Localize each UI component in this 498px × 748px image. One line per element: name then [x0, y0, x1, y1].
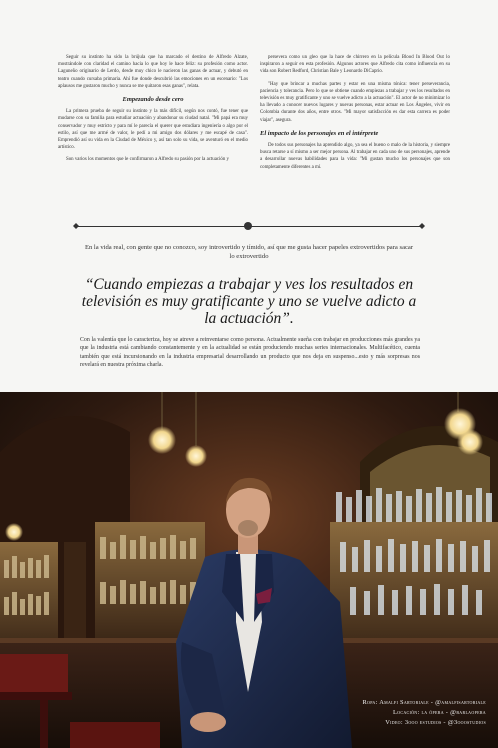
left-paragraph-2: La primera prueba de seguir su instinto y la más difícil, según nos contó, fue tener que mudarse con su familia para estudiar actuación y abandonar su ciudad natal. "Mi papá era muy conservador y muy estricto y para mí le parecía el querer que estudiara ingeniería o algo por el estilo, así que me armé de valor, le pedí a mi amigo dos dólares y me escapé de casa". Emprendió así su vida en la Ciudad de México y, así tan solo su vida, se aventuró en el medio artístico. [58, 109, 248, 151]
left-subhead: Empezando desde cero [122, 96, 184, 104]
left-paragraph-3: Son varios los momentos que le confirmaron a Alfredo su pasión por la actuación y [66, 157, 229, 163]
left-paragraph-1: Seguir su instinto ha sido la brújula que ha marcado el destino de Alfredo Alzate, mostrándole con claridad el camino hacia lo que hoy le hace feliz: su profesión como actor. Laguneño originario de Lerdo, desde muy chico le nacieron las ganas de actuar, y debutó en teatro cuando cursaba primaria. Ahí fue donde descubrió las emociones en un escenario: "Los aplausos me gustaron mucho y nunca se me quitaron esas ganas", relata. [58, 55, 248, 89]
closing-paragraph: Con la valentía que lo caracteriza, hoy se atreve a reinventarse como persona. Actualmente sueña con trabajar en producciones más grandes ya que la industria está cambiando constantemente y en la actualidad se están produciendo muchas series internacionales. Multifacético, cuenta también que está incursionando en la industria empresarial desarrollando un producto que nos deja en suspenso...esto y más sorpresas nos revelará en nuestra próxima charla. [80, 337, 420, 369]
photo-credits [256, 698, 486, 728]
divider-right-diamond-icon [419, 223, 425, 229]
portrait-photo [0, 392, 498, 748]
divider-center-dot-icon [244, 222, 252, 230]
credit-video: Video: 3ooo estudios - @3ooostudios [385, 719, 486, 726]
credit-location: Locación: la ópera - @barlaopera [392, 709, 486, 716]
pull-quote: “Cuando empiezas a trabajar y ves los resultados en televisión es muy gratificante y uno se vuelve adicto a la actuación”. [81, 276, 417, 327]
credit-wardrobe: Ropa: Amalfi Sartoriale - @amalfisartoriale [362, 699, 486, 706]
right-paragraph-2: "Hay que brincar a muchas partes y estar en una misma tónica: tener perseverancia, paciencia y tolerancia. Pero lo que se obtiene cuando empiezas a trabajar y ves los resultados en televisión es muy gratificante y uno se vuelve adicto a la actuación". El actor de no minimizar lo ha llevado a conocer nuevos lugares y nuevas personas, estar actuar en Los Ángeles, vivir en Colombia durante dos años, entre otros. "Mi mayor satisfacción es dar esta carrera es poder viajar", asegura. [260, 81, 450, 123]
right-column [260, 54, 450, 176]
right-subhead: El impacto de los personajes en el intérprete [260, 129, 379, 137]
left-column [58, 54, 248, 169]
photo-image-icon [0, 392, 498, 748]
right-paragraph-3: De todos sus personajes ha aprendido algo, ya sea el bueno o malo de la historia, y siempre busca retarse a sí mismo a ser mejor persona. Al trabajar en cada uno de sus personajes, aprende a desarrollar nuevas habilidades para la vida: "Mi gustan mucho los personajes que son completamente diferentes a mí. [260, 143, 450, 170]
right-paragraph-1: persevera como un gleo que la hace de chirrero en la película Blood In Blood Out lo inspiraron a seguir en esta profesión. Algunos actores que Alfredo cita como influencia en su vida son Robert Redford, Christian Bale y Leonardo DiCaprio. [260, 55, 450, 75]
intro-text: En la vida real, con gente que no conozco, soy introvertido y tímido, así que me gusta hacer papeles extrovertidos para sacar lo extrovertido [84, 244, 414, 260]
